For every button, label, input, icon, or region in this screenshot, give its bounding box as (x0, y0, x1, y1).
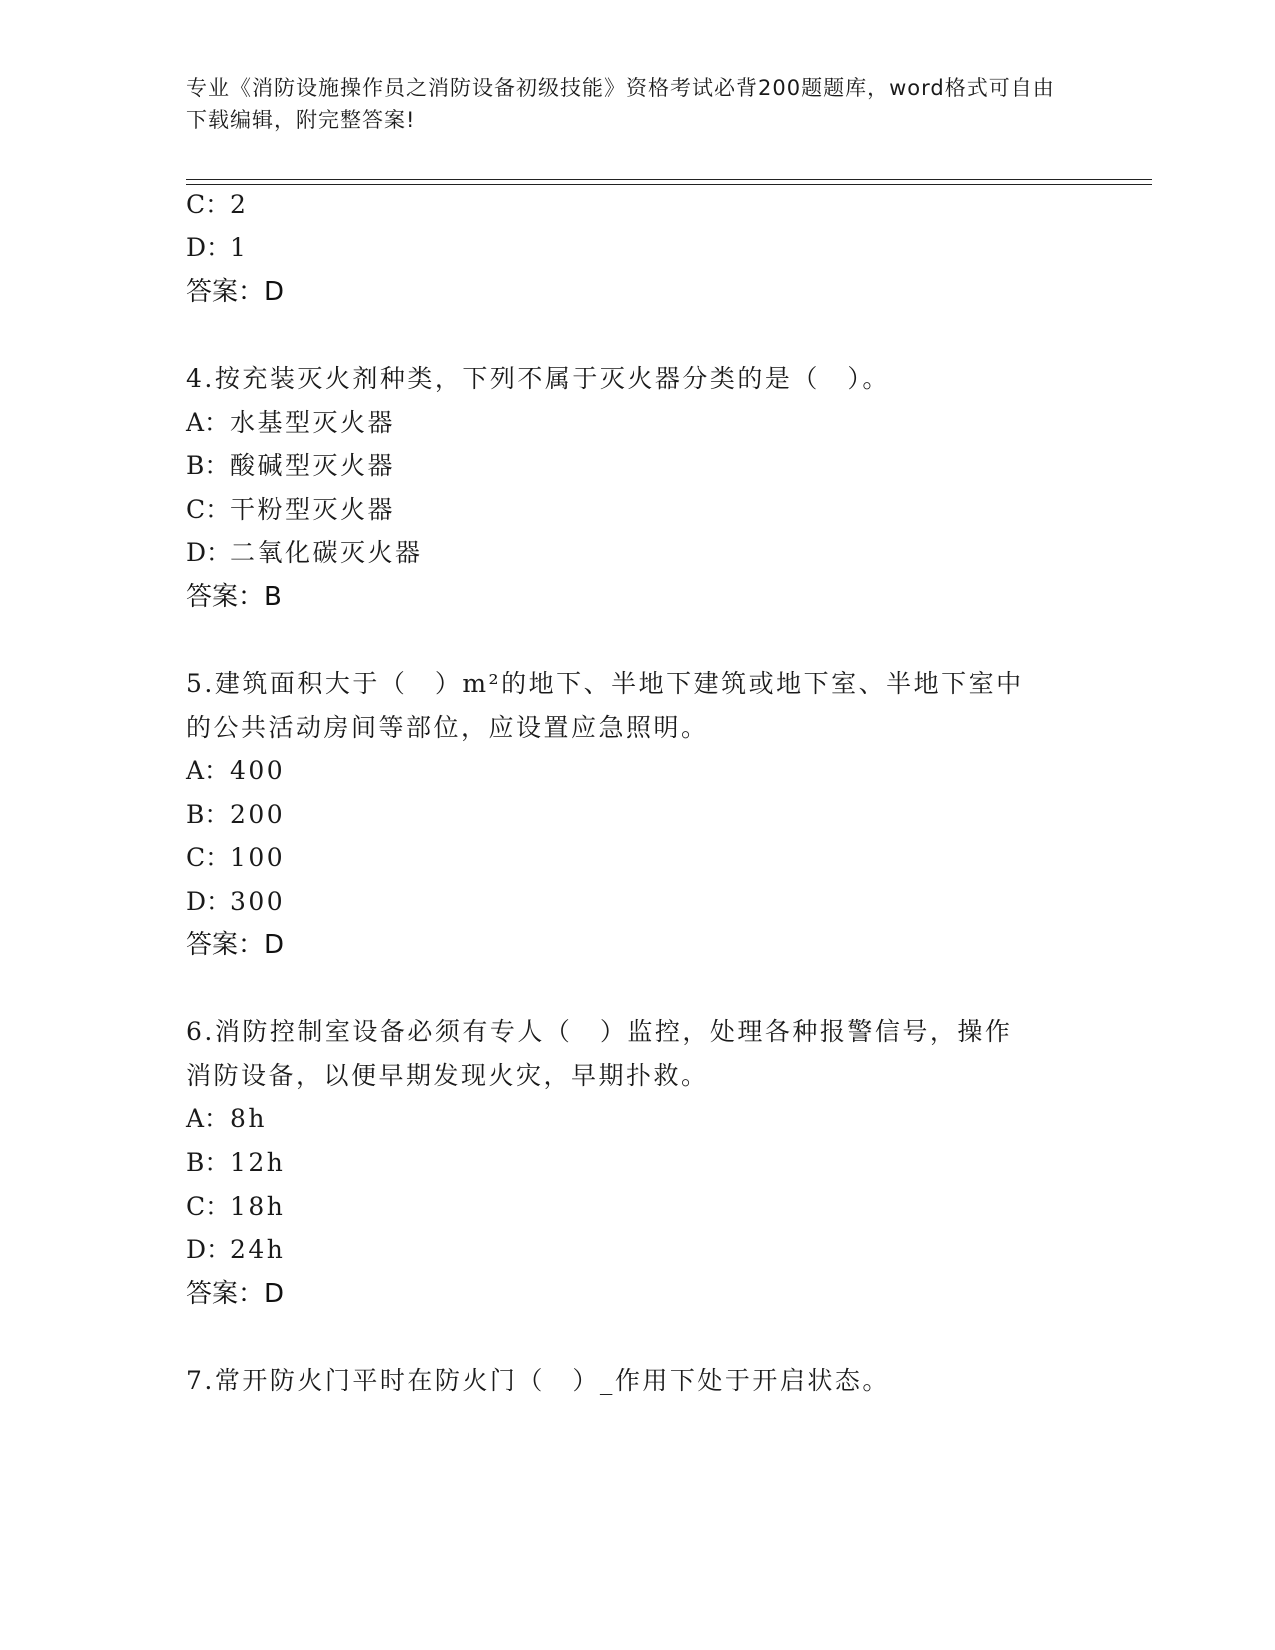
option-text: 400 (230, 756, 286, 785)
option-b (186, 1148, 285, 1178)
option-text: 300 (230, 887, 286, 916)
option-key: C： (186, 190, 231, 219)
option-a (186, 756, 285, 786)
option-key: C： (186, 495, 231, 524)
option-c (186, 190, 248, 220)
option-key: B： (186, 800, 230, 829)
question-stem: 4.按充装灭火剂种类，下列不属于灭火器分类的是（ ）。 (186, 364, 890, 393)
option-text: 酸碱型灭火器 (230, 451, 396, 480)
option-d (186, 233, 248, 263)
option-text: 18h (230, 1192, 286, 1221)
answer: 答案：D (186, 277, 285, 307)
option-key: A： (186, 1104, 230, 1133)
document-header: 专业《消防设施操作员之消防设备初级技能》资格考试必背200题题库，word格式可自由下载编辑，附完整答案! (186, 76, 1055, 132)
option-key: C： (186, 1192, 231, 1221)
option-b (186, 451, 395, 481)
option-a (186, 408, 395, 438)
option-d (186, 887, 285, 917)
option-key: A： (186, 408, 230, 437)
header-divider-secondary (186, 184, 1152, 185)
option-key: D： (186, 1235, 232, 1264)
option-d (186, 538, 423, 568)
option-a (186, 1104, 267, 1134)
question-stem-continued: 的公共活动房间等部位，应设置应急照明。 (186, 713, 709, 742)
option-c (186, 495, 395, 525)
option-d (186, 1235, 285, 1265)
option-text: 二氧化碳灭火器 (230, 538, 423, 567)
option-key: C： (186, 843, 231, 872)
question-stem: 7.常开防火门平时在防火门（ ）_作用下处于开启状态。 (186, 1366, 890, 1395)
option-key: B： (186, 451, 230, 480)
option-c (186, 1192, 285, 1222)
option-key: D： (186, 233, 232, 262)
answer: 答案：D (186, 1279, 285, 1309)
option-text: 水基型灭火器 (230, 408, 396, 437)
header-divider (186, 179, 1152, 180)
option-key: D： (186, 887, 232, 916)
option-b (186, 800, 285, 830)
answer: 答案：D (186, 930, 285, 960)
option-text: 200 (230, 800, 286, 829)
answer: 答案：B (186, 582, 282, 612)
option-text: 8h (230, 1104, 268, 1133)
option-key: A： (186, 756, 230, 785)
question-stem: 6.消防控制室设备必须有专人（ ）监控，处理各种报警信号，操作 (186, 1017, 1013, 1046)
question-stem-continued: 消防设备，以便早期发现火灾，早期扑救。 (186, 1061, 709, 1090)
option-text: 12h (230, 1148, 286, 1177)
option-key: D： (186, 538, 232, 567)
option-text: 100 (230, 843, 286, 872)
option-text: 1 (230, 233, 249, 262)
option-c (186, 843, 285, 873)
option-text: 24h (230, 1235, 286, 1264)
question-stem: 5.建筑面积大于（ ）m²的地下、半地下建筑或地下室、半地下室中 (186, 669, 1024, 698)
option-text: 2 (230, 190, 249, 219)
option-key: B： (186, 1148, 230, 1177)
option-text: 干粉型灭火器 (230, 495, 396, 524)
